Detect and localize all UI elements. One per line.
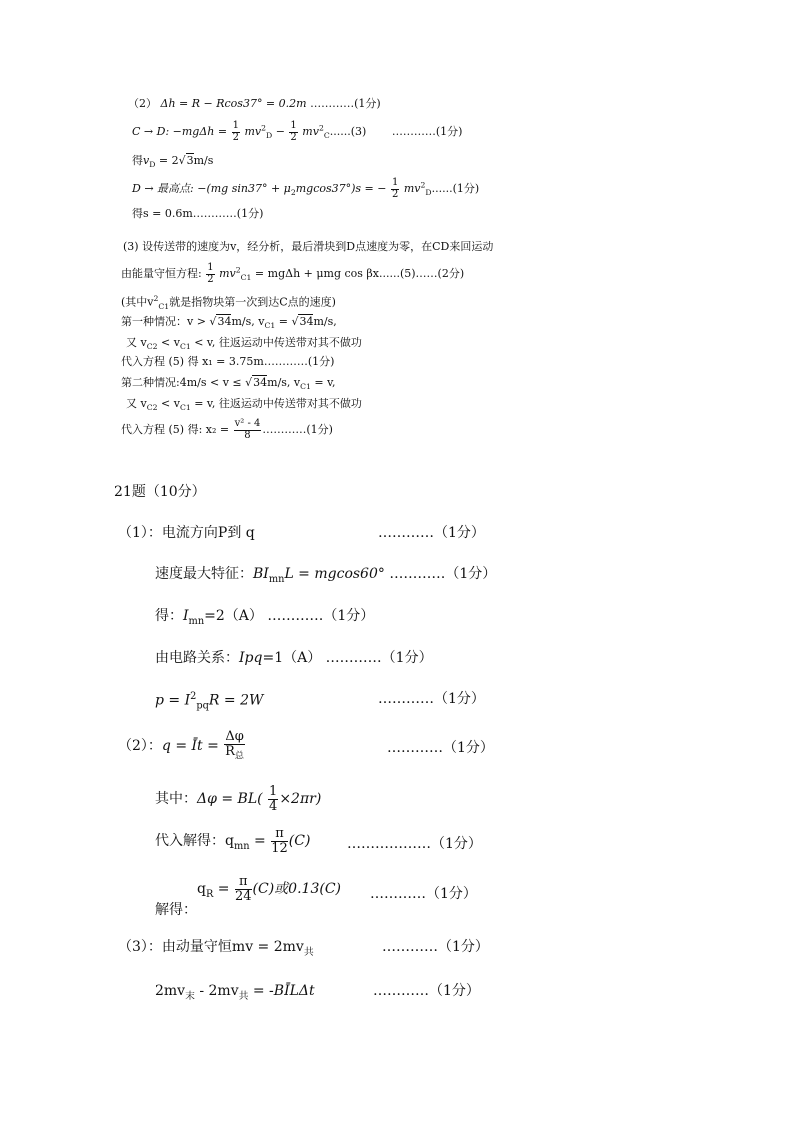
score: …………（1分） — [387, 740, 494, 756]
solution-3-line-8: 又 $v_{C2} < v_{C1} = v$, 往返运动中传送带对其不做功 — [126, 397, 362, 413]
solution-3-line-6: 代入方程 (5) 得 x₁ = 3.75m…………(1分) — [121, 355, 335, 368]
equation: Δh = R − Rcos37° = 0.2m — [160, 97, 307, 110]
score: …………（1分） — [370, 886, 477, 902]
fraction: $\frac{\pi}{24}$ — [235, 874, 252, 904]
score: …………(1分) — [192, 207, 264, 220]
fraction: $\frac{1}{4}$ — [269, 784, 278, 814]
fraction: $\frac{1}{2}$ — [391, 177, 399, 200]
solution-2-line-2: C → D: −mgΔh = $\frac{1}{2}$ $mv^2_D$ − $\frac{1}{2}$ $mv^2_C......(3)$ …………(1分) — [132, 120, 463, 143]
score: ………………（1分） — [347, 836, 482, 852]
q21-part1-line3: 得：$I_{mn}=2(A)$ …………（1分） — [155, 608, 375, 627]
score: …………(1分) — [262, 423, 333, 436]
score: …………（1分） — [389, 566, 497, 582]
q21-part3-line2: $2mv_末 - 2mv_共$ = -BĪLΔt — [155, 983, 315, 1002]
q21-part1-line5: $p = I^2_{pq}R = 2W$ — [155, 691, 264, 712]
score: …………（1分） — [378, 691, 485, 707]
q21-part2-line1: （2）：q = Īt = $\frac{\Delta\varphi}{R_总}$ — [118, 729, 245, 762]
q21-part1-line2: 速度最大特征：$BI_{mn}L = mgcos60^\circ$ …………（1分） — [155, 566, 497, 585]
part-label: （2） — [128, 97, 157, 110]
solution-3-line-4: 第一种情况：v > √34m/s, $v_{C1} = √34m/s$, — [121, 315, 337, 331]
solution-3-line-3: (其中$v^2_{C1}$就是指物块第一次到达C点的速度) — [121, 294, 336, 311]
fraction: $\frac{1}{2}$ — [290, 120, 297, 143]
score: …………（1分） — [267, 608, 375, 624]
score: …………（1分） — [382, 939, 489, 955]
solution-3-line-9: 代入方程 (5) 得: x₂ = $\frac{\text{v² - 4}}{8}$ …………(1分) — [121, 418, 333, 441]
solution-2-line-4: D → 最高点: −(mg $\sin 37^\circ + \mu_2mgcos37^\circ)s$ = − $\frac{1}{2}$ $mv^2_D......(1$分) — [132, 177, 480, 200]
fraction: $\frac{1}{2}$ — [232, 120, 239, 143]
solution-3-line-1: (3) 设传送带的速度为v，经分析，最后滑块到D点速度为零，在CD来回运动 — [123, 240, 494, 253]
question-21-title: 21题（10分） — [114, 484, 206, 500]
score: …………(1分) — [391, 125, 463, 138]
fraction: $\frac{1}{2}$ — [207, 262, 214, 285]
solution-2-line-3: 得$v_D = 2√3m/s$ — [132, 154, 214, 170]
solution-2-line-5: 得s = 0.6m…………(1分) — [132, 207, 264, 220]
q21-part2-line2: 其中：Δφ = BL( $\frac{1}{4}$ ×2πr) — [155, 784, 322, 814]
score: …………（1分） — [373, 983, 480, 999]
solution-2-line-1 — [128, 98, 381, 109]
q21-part2-line4-label: 解得： — [155, 902, 197, 918]
score: …………(1分) — [310, 97, 381, 110]
score: …………（1分） — [378, 525, 485, 541]
solution-3-line-7: 第二种情况:4m/s < v ≤ √34m/s, $v_{C1} = v$, — [121, 376, 336, 392]
fraction: $\frac{\text{v² - 4}}{8}$ — [234, 418, 261, 441]
q21-part1-line4: 由电路关系：Ipq=1（A） …………（1分） — [155, 650, 433, 666]
solution-3-line-5: 又 $v_{C2} < v_{C1} < v$, 往返运动中传送带对其不做功 — [126, 336, 362, 352]
score: …………（1分） — [325, 650, 433, 666]
fraction: $\frac{\pi}{12}$ — [271, 826, 288, 856]
q21-part1-line1: （1）：电流方向P到 q — [118, 525, 255, 541]
q21-part2-line3: 代入解得：$q_{mn}$ = $\frac{\pi}{12}$ (C) — [155, 826, 311, 856]
fraction: $\frac{\Delta\varphi}{R_总}$ — [225, 729, 245, 762]
score: …………(1分) — [263, 355, 335, 368]
solution-3-line-2: 由能量守恒方程: $\frac{1}{2}$ $mv^2_{C1} = mg\Delta h + \mu mg$ cos βx......(5)……(2分) — [121, 262, 465, 285]
q21-part2-line4-eq: $q_R$ = $\frac{\pi}{24}$ (C)或0.13(C) — [197, 874, 341, 904]
q21-part3-line1: （3）：由动量守恒mv = $2mv_共$ — [118, 939, 314, 958]
